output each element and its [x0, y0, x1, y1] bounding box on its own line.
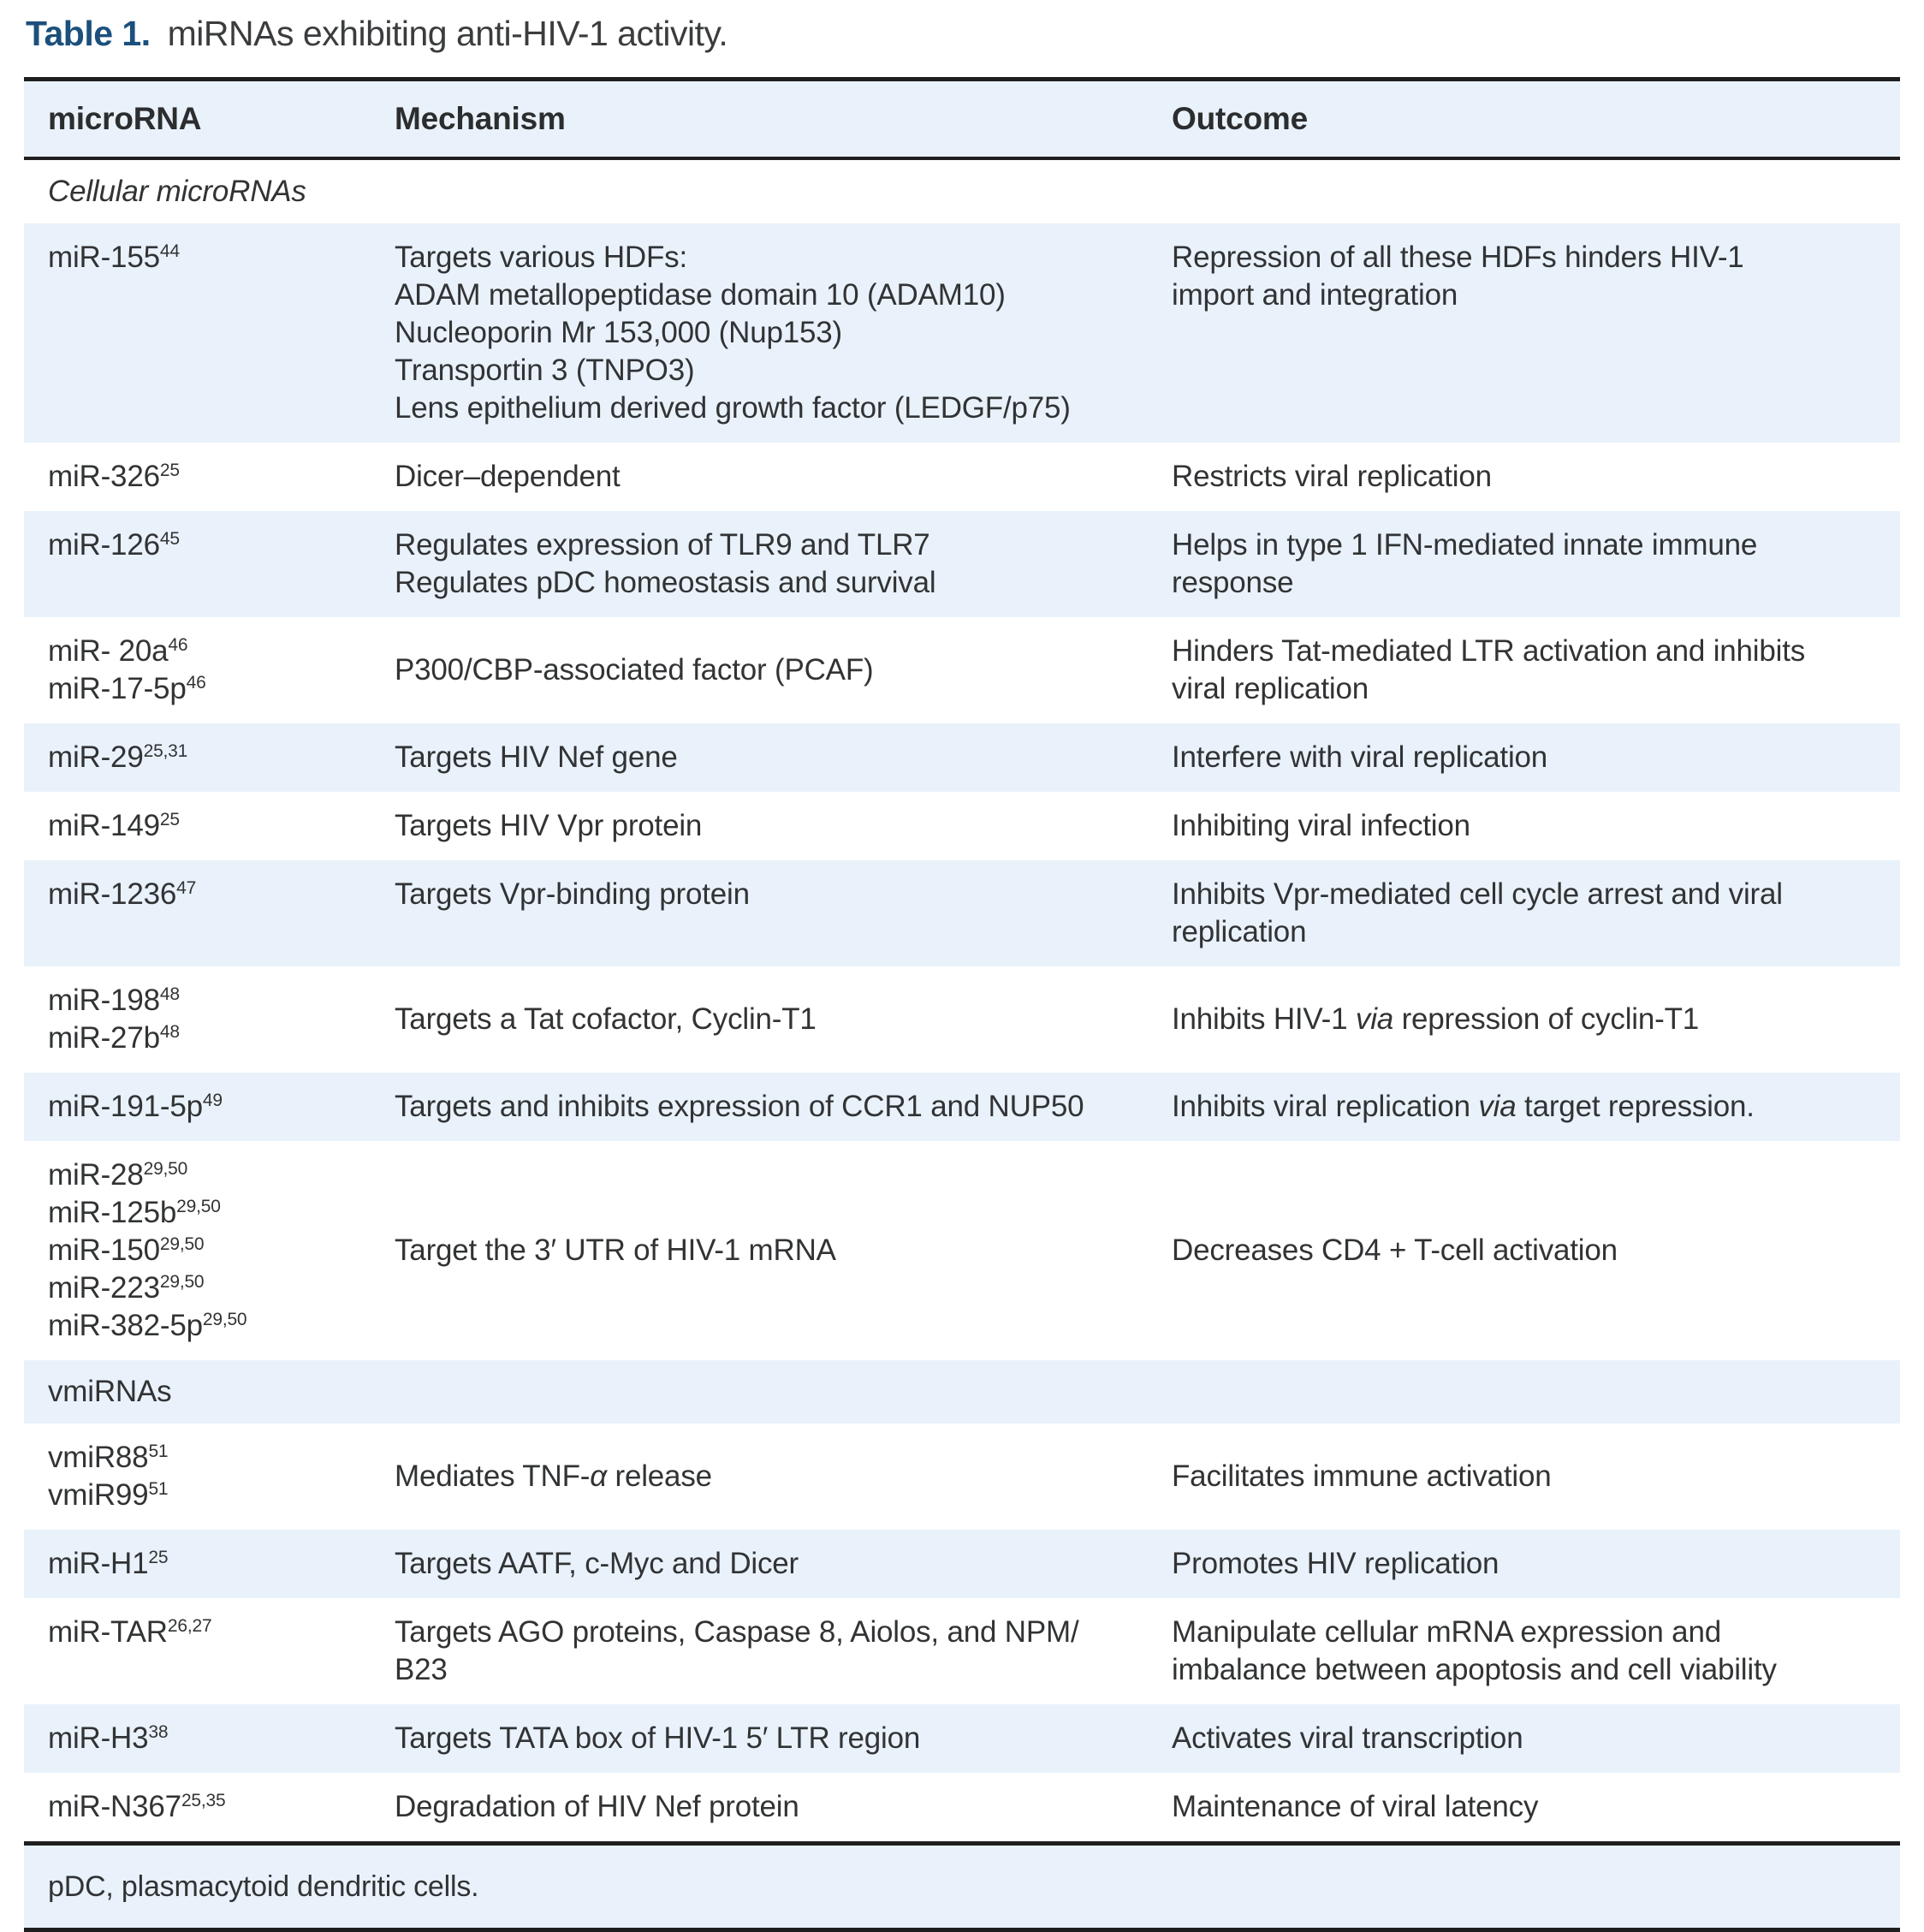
outcome-cell [1148, 723, 1900, 792]
citation-superscript: 51 [148, 1479, 169, 1500]
outcome-cell [1148, 966, 1900, 1073]
mechanism-cell [371, 511, 1148, 617]
outcome-cell [1148, 1704, 1900, 1773]
italic-text: α [590, 1459, 607, 1493]
outcome-cell [1148, 860, 1900, 966]
citation-superscript: 46 [186, 673, 206, 693]
text-line [48, 1269, 357, 1307]
microrna-cell [24, 511, 371, 617]
microrna-cell [24, 723, 371, 792]
text-line: response [1172, 566, 1294, 599]
text-line [48, 1232, 357, 1269]
text-line: viral replication [1172, 672, 1369, 705]
text-line: Inhibiting viral infection [1172, 809, 1470, 842]
mirna-table [24, 77, 1900, 1932]
text-line: Targets Vpr-binding protein [395, 877, 750, 911]
table-footer [24, 1844, 1900, 1930]
text-line: Target the 3′ UTR of HIV-1 mRNA [395, 1234, 836, 1267]
text-line: Degradation of HIV Nef protein [395, 1790, 799, 1823]
microrna-cell [24, 1598, 371, 1704]
table-number-label: Table 1. [26, 14, 151, 53]
mechanism-cell [371, 223, 1148, 443]
text-segment: miR-149 [48, 809, 160, 842]
mechanism-cell [371, 1704, 1148, 1773]
text-line [48, 1307, 357, 1345]
text-line: Hinders Tat-mediated LTR activation and inhibits [1172, 634, 1806, 668]
microrna-cell [24, 223, 371, 443]
text-line [48, 458, 357, 496]
text-line [395, 1458, 1134, 1495]
text-segment: miR-155 [48, 241, 160, 274]
text-line [48, 526, 357, 564]
header-row [24, 80, 1900, 159]
microrna-cell [24, 617, 371, 723]
text-line: Transportin 3 (TNPO3) [395, 354, 695, 387]
table-row [24, 443, 1900, 511]
text-line [48, 1020, 357, 1057]
table-row [24, 1704, 1900, 1773]
column-header-outcome: Outcome [1148, 80, 1900, 159]
text-line [1172, 1088, 1886, 1126]
text-line: Targets TATA box of HIV-1 5′ LTR region [395, 1721, 921, 1755]
citation-superscript: 25 [159, 461, 180, 481]
table-row [24, 223, 1900, 443]
mechanism-cell [371, 966, 1148, 1073]
table-body [24, 158, 1900, 1844]
text-line: Restricts viral replication [1172, 460, 1492, 493]
table-row [24, 792, 1900, 860]
microrna-cell [24, 1424, 371, 1530]
mechanism-cell [371, 1773, 1148, 1844]
text-line: Manipulate cellular mRNA expression and [1172, 1615, 1721, 1649]
text-line [48, 1720, 357, 1757]
mechanism-cell [371, 443, 1148, 511]
table-row [24, 511, 1900, 617]
mechanism-cell [371, 1530, 1148, 1598]
mechanism-cell [371, 617, 1148, 723]
text-segment: Inhibits HIV-1 [1172, 1002, 1356, 1036]
text-line: Dicer–dependent [395, 460, 621, 493]
outcome-cell [1148, 1773, 1900, 1844]
outcome-cell [1148, 1598, 1900, 1704]
microrna-cell [24, 1141, 371, 1360]
table-row [24, 860, 1900, 966]
mechanism-cell [371, 1141, 1148, 1360]
microrna-cell [24, 966, 371, 1073]
text-line [48, 1194, 357, 1232]
citation-superscript: 46 [168, 635, 188, 656]
text-segment: miR-223 [48, 1271, 160, 1305]
text-segment: miR-198 [48, 984, 160, 1017]
text-segment: miR-191-5p [48, 1090, 203, 1123]
text-line [48, 1156, 357, 1194]
mechanism-cell [371, 1424, 1148, 1530]
text-line: Targets and inhibits expression of CCR1 and NUP50 [395, 1090, 1084, 1123]
outcome-cell [1148, 1141, 1900, 1360]
microrna-cell [24, 1530, 371, 1598]
outcome-cell [1148, 617, 1900, 723]
citation-superscript: 29,50 [159, 1272, 205, 1293]
italic-text: via [1478, 1090, 1517, 1123]
text-line [48, 670, 357, 708]
mechanism-cell [371, 792, 1148, 860]
citation-superscript: 29,50 [143, 1159, 188, 1180]
text-line: Facilitates immune activation [1172, 1459, 1552, 1493]
text-line: Activates viral transcription [1172, 1721, 1523, 1755]
citation-superscript: 29,50 [159, 1234, 205, 1255]
text-segment: miR-H1 [48, 1547, 149, 1580]
citation-superscript: 47 [176, 878, 197, 899]
column-header-microrna: microRNA [24, 80, 371, 159]
text-segment: Mediates TNF- [395, 1459, 591, 1493]
citation-superscript: 29,50 [202, 1310, 247, 1330]
text-segment: miR-N367 [48, 1790, 181, 1823]
text-line [48, 633, 357, 670]
text-line: B23 [395, 1653, 448, 1686]
table-row [24, 1424, 1900, 1530]
citation-superscript: 48 [159, 984, 180, 1005]
citation-superscript: 25 [159, 810, 180, 830]
text-segment: miR-29 [48, 740, 144, 774]
text-line: Regulates pDC homeostasis and survival [395, 566, 936, 599]
section-label: Cellular microRNAs [48, 175, 306, 208]
text-line: Interfere with viral replication [1172, 740, 1548, 774]
footnote-row [24, 1844, 1900, 1930]
text-line: Targets AGO proteins, Caspase 8, Aiolos, and NPM/ [395, 1615, 1079, 1649]
text-segment: miR-TAR [48, 1615, 168, 1649]
table-row [24, 1598, 1900, 1704]
text-line [48, 239, 357, 276]
microrna-cell [24, 1704, 371, 1773]
text-line: Promotes HIV replication [1172, 1547, 1499, 1580]
text-line: Nucleoporin Mr 153,000 (Nup153) [395, 316, 842, 349]
section-row [24, 1360, 1900, 1424]
citation-superscript: 45 [159, 529, 180, 550]
text-line: Targets HIV Vpr protein [395, 809, 703, 842]
text-segment: vmiR99 [48, 1478, 149, 1512]
table-row [24, 966, 1900, 1073]
text-segment: miR-1236 [48, 877, 177, 911]
text-segment: release [606, 1459, 712, 1493]
outcome-cell [1148, 792, 1900, 860]
text-line [48, 1788, 357, 1826]
text-segment: miR-382-5p [48, 1309, 203, 1342]
citation-superscript: 25,31 [143, 741, 188, 762]
citation-superscript: 25 [148, 1548, 169, 1568]
text-line [48, 1477, 357, 1514]
table-row [24, 1141, 1900, 1360]
mechanism-cell [371, 1598, 1148, 1704]
text-line: Regulates expression of TLR9 and TLR7 [395, 528, 930, 562]
text-line: Decreases CD4 + T-cell activation [1172, 1234, 1618, 1267]
text-line [48, 1614, 357, 1651]
microrna-cell [24, 1773, 371, 1844]
text-segment: miR-326 [48, 460, 160, 493]
table-row [24, 1073, 1900, 1141]
table-caption: miRNAs exhibiting anti-HIV-1 activity. [167, 14, 728, 53]
citation-superscript: 29,50 [176, 1197, 221, 1217]
text-line: Helps in type 1 IFN-mediated innate immune [1172, 528, 1758, 562]
citation-superscript: 26,27 [167, 1616, 212, 1637]
microrna-cell [24, 443, 371, 511]
text-line: P300/CBP-associated factor (PCAF) [395, 653, 874, 687]
outcome-cell [1148, 511, 1900, 617]
text-line [1172, 1001, 1886, 1038]
text-segment: target repression. [1516, 1090, 1755, 1123]
outcome-cell [1148, 1530, 1900, 1598]
section-label: vmiRNAs [48, 1375, 172, 1408]
table-row [24, 617, 1900, 723]
mechanism-cell [371, 723, 1148, 792]
text-line [48, 982, 357, 1020]
text-line: Repression of all these HDFs hinders HIV-1 [1172, 241, 1744, 274]
text-line: imbalance between apoptosis and cell viability [1172, 1653, 1777, 1686]
microrna-cell [24, 860, 371, 966]
text-segment: miR- 20a [48, 634, 169, 668]
text-segment: miR-17-5p [48, 672, 187, 705]
microrna-cell [24, 1073, 371, 1141]
text-line [48, 1545, 357, 1583]
table-header [24, 80, 1900, 159]
text-segment: miR-150 [48, 1234, 160, 1267]
citation-superscript: 25,35 [181, 1791, 226, 1811]
table-title [26, 12, 1900, 55]
column-header-mechanism: Mechanism [371, 80, 1148, 159]
text-line: Targets various HDFs: [395, 241, 688, 274]
table-row [24, 1773, 1900, 1844]
text-line: Targets HIV Nef gene [395, 740, 678, 774]
outcome-cell [1148, 1073, 1900, 1141]
text-line: Inhibits Vpr-mediated cell cycle arrest and viral [1172, 877, 1783, 911]
text-segment: miR-27b [48, 1021, 160, 1055]
text-line [48, 876, 357, 913]
footnote: pDC, plasmacytoid dendritic cells. [24, 1844, 1900, 1930]
text-segment: miR-126 [48, 528, 160, 562]
outcome-cell [1148, 443, 1900, 511]
outcome-cell [1148, 1424, 1900, 1530]
text-segment: miR-125b [48, 1196, 177, 1229]
mechanism-cell [371, 860, 1148, 966]
citation-superscript: 51 [148, 1442, 169, 1462]
text-line: Lens epithelium derived growth factor (LEDGF/p75) [395, 391, 1071, 425]
citation-superscript: 48 [159, 1022, 180, 1043]
outcome-cell [1148, 223, 1900, 443]
citation-superscript: 49 [202, 1091, 223, 1111]
text-segment: miR-28 [48, 1158, 144, 1192]
text-line: import and integration [1172, 278, 1458, 312]
text-segment: Inhibits viral replication [1172, 1090, 1479, 1123]
text-line [48, 1088, 357, 1126]
text-line: Maintenance of viral latency [1172, 1790, 1539, 1823]
text-line [48, 807, 357, 845]
text-line: Targets AATF, c-Myc and Dicer [395, 1547, 799, 1580]
text-line [48, 1439, 357, 1477]
mechanism-cell [371, 1073, 1148, 1141]
citation-superscript: 38 [148, 1722, 169, 1743]
citation-superscript: 44 [159, 241, 180, 262]
microrna-cell [24, 792, 371, 860]
text-line: replication [1172, 915, 1307, 948]
italic-text: via [1355, 1002, 1394, 1036]
table-row [24, 1530, 1900, 1598]
text-line: Targets a Tat cofactor, Cyclin-T1 [395, 1002, 817, 1036]
text-line [48, 739, 357, 776]
text-line: ADAM metallopeptidase domain 10 (ADAM10) [395, 278, 1006, 312]
section-row [24, 158, 1900, 223]
text-segment: repression of cyclin-T1 [1393, 1002, 1700, 1036]
table-row [24, 723, 1900, 792]
text-segment: miR-H3 [48, 1721, 149, 1755]
text-segment: vmiR88 [48, 1441, 149, 1474]
